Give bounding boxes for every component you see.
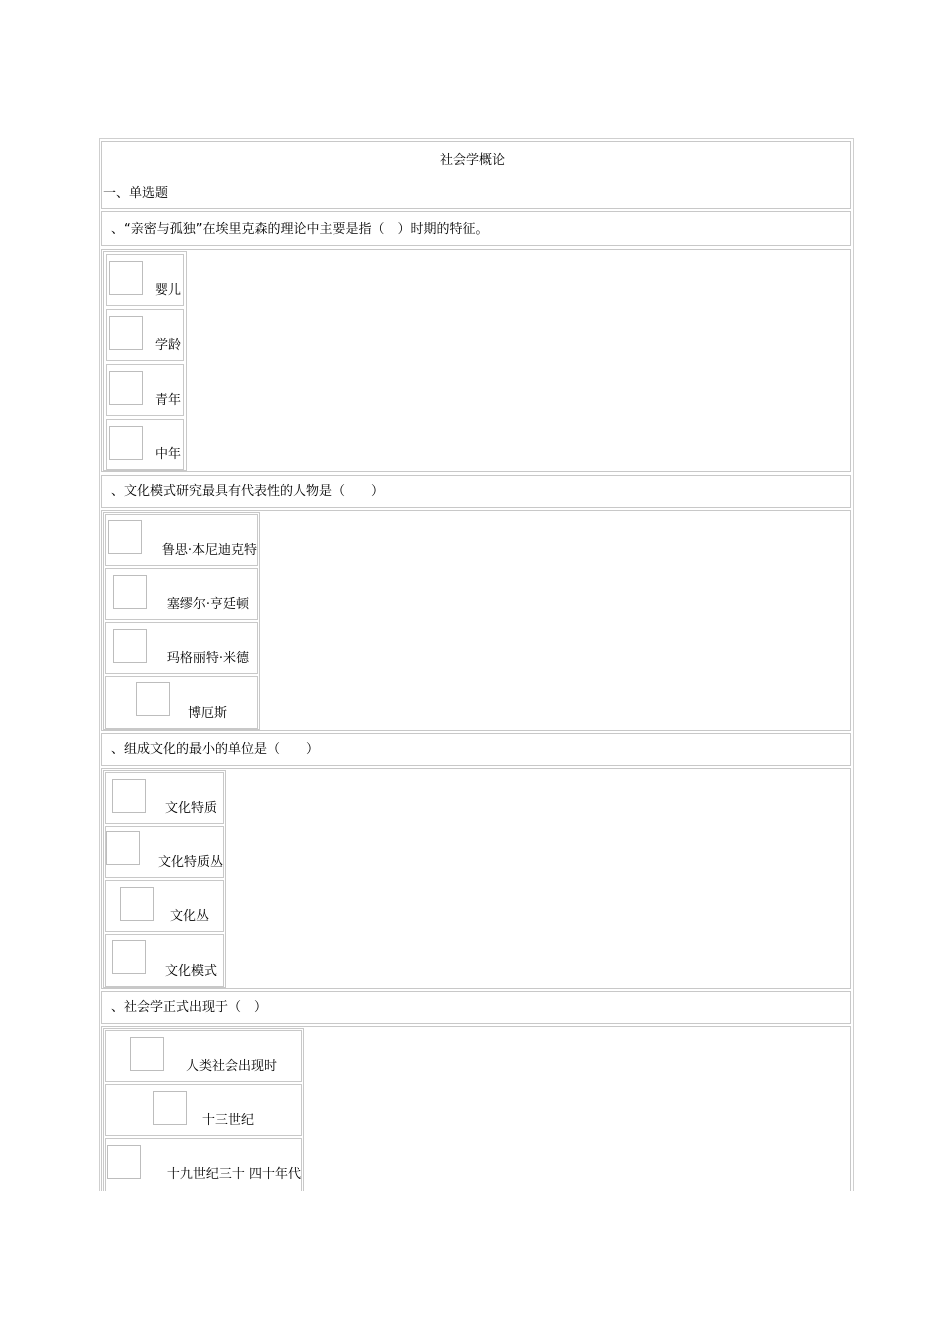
question-1: [101, 211, 851, 246]
option-label: 学龄: [154, 338, 181, 353]
checkbox[interactable]: [130, 1037, 164, 1071]
checkbox[interactable]: [109, 316, 143, 350]
option-row[interactable]: [105, 1084, 302, 1136]
question-2-options-area: [101, 510, 851, 731]
option-label: 塞缪尔·亨廷顿: [166, 597, 249, 612]
option-label: 鲁思·本尼迪克特: [161, 543, 257, 558]
question-2-options-table: [103, 512, 260, 730]
question-4-options-table: [103, 1028, 304, 1191]
option-row[interactable]: [106, 254, 184, 306]
option-label: 文化模式: [164, 964, 217, 979]
question-4: [101, 991, 851, 1024]
option-row[interactable]: [106, 364, 184, 416]
question-3: [101, 733, 851, 766]
option-row[interactable]: [106, 309, 184, 361]
checkbox[interactable]: [112, 779, 146, 813]
question-3-text: 、组成文化的最小的单位是（ ）: [111, 742, 320, 757]
option-label: 十三世纪: [201, 1113, 254, 1128]
option-row[interactable]: [105, 1030, 302, 1082]
option-label: 玛格丽特·米德: [166, 651, 249, 666]
option-row[interactable]: [105, 880, 224, 932]
checkbox[interactable]: [136, 682, 170, 716]
option-label: 十九世纪三十 四十年代: [166, 1167, 301, 1182]
question-2: [101, 475, 851, 508]
question-1-text: 、“亲密与孤独”在埃里克森的理论中主要是指（ ）时期的特征。: [111, 222, 489, 237]
option-row[interactable]: [105, 568, 258, 620]
question-3-options-table: [103, 770, 226, 988]
option-row[interactable]: [105, 934, 224, 987]
checkbox[interactable]: [112, 940, 146, 974]
question-4-text: 、社会学正式出现于（ ）: [111, 1000, 268, 1015]
checkbox[interactable]: [109, 371, 143, 405]
option-label: 青年: [154, 393, 181, 408]
checkbox[interactable]: [113, 629, 147, 663]
checkbox[interactable]: [109, 261, 143, 295]
question-3-options-area: [101, 768, 851, 989]
checkbox[interactable]: [107, 1145, 141, 1179]
option-label: 博厄斯: [187, 706, 227, 721]
option-row[interactable]: [105, 622, 258, 674]
checkbox[interactable]: [153, 1091, 187, 1125]
question-2-text: 、文化模式研究最具有代表性的人物是（ ）: [111, 484, 385, 499]
page-title: 社会学概论: [440, 153, 506, 168]
document-page: [99, 138, 854, 1191]
option-row[interactable]: [105, 1138, 302, 1191]
checkbox[interactable]: [106, 831, 140, 865]
question-4-options-area: [101, 1026, 851, 1191]
option-row[interactable]: [105, 826, 224, 878]
checkbox[interactable]: [109, 426, 143, 460]
option-label: 文化特质: [164, 801, 217, 816]
option-label: 婴儿: [154, 283, 181, 298]
checkbox[interactable]: [113, 575, 147, 609]
checkbox[interactable]: [120, 887, 154, 921]
option-row[interactable]: [106, 419, 184, 470]
question-1-options-area: [101, 249, 851, 472]
option-label: 中年: [154, 447, 181, 462]
option-row[interactable]: [105, 514, 258, 566]
option-label: 人类社会出现时: [185, 1059, 277, 1074]
option-row[interactable]: [105, 676, 258, 729]
option-label: 文化特质丛: [157, 855, 223, 870]
header-block: [101, 141, 851, 209]
option-label: 文化丛: [169, 909, 209, 924]
question-1-options-table: [103, 251, 187, 471]
section-heading: 一、单选题: [103, 186, 169, 201]
option-row[interactable]: [105, 772, 224, 824]
checkbox[interactable]: [108, 520, 142, 554]
